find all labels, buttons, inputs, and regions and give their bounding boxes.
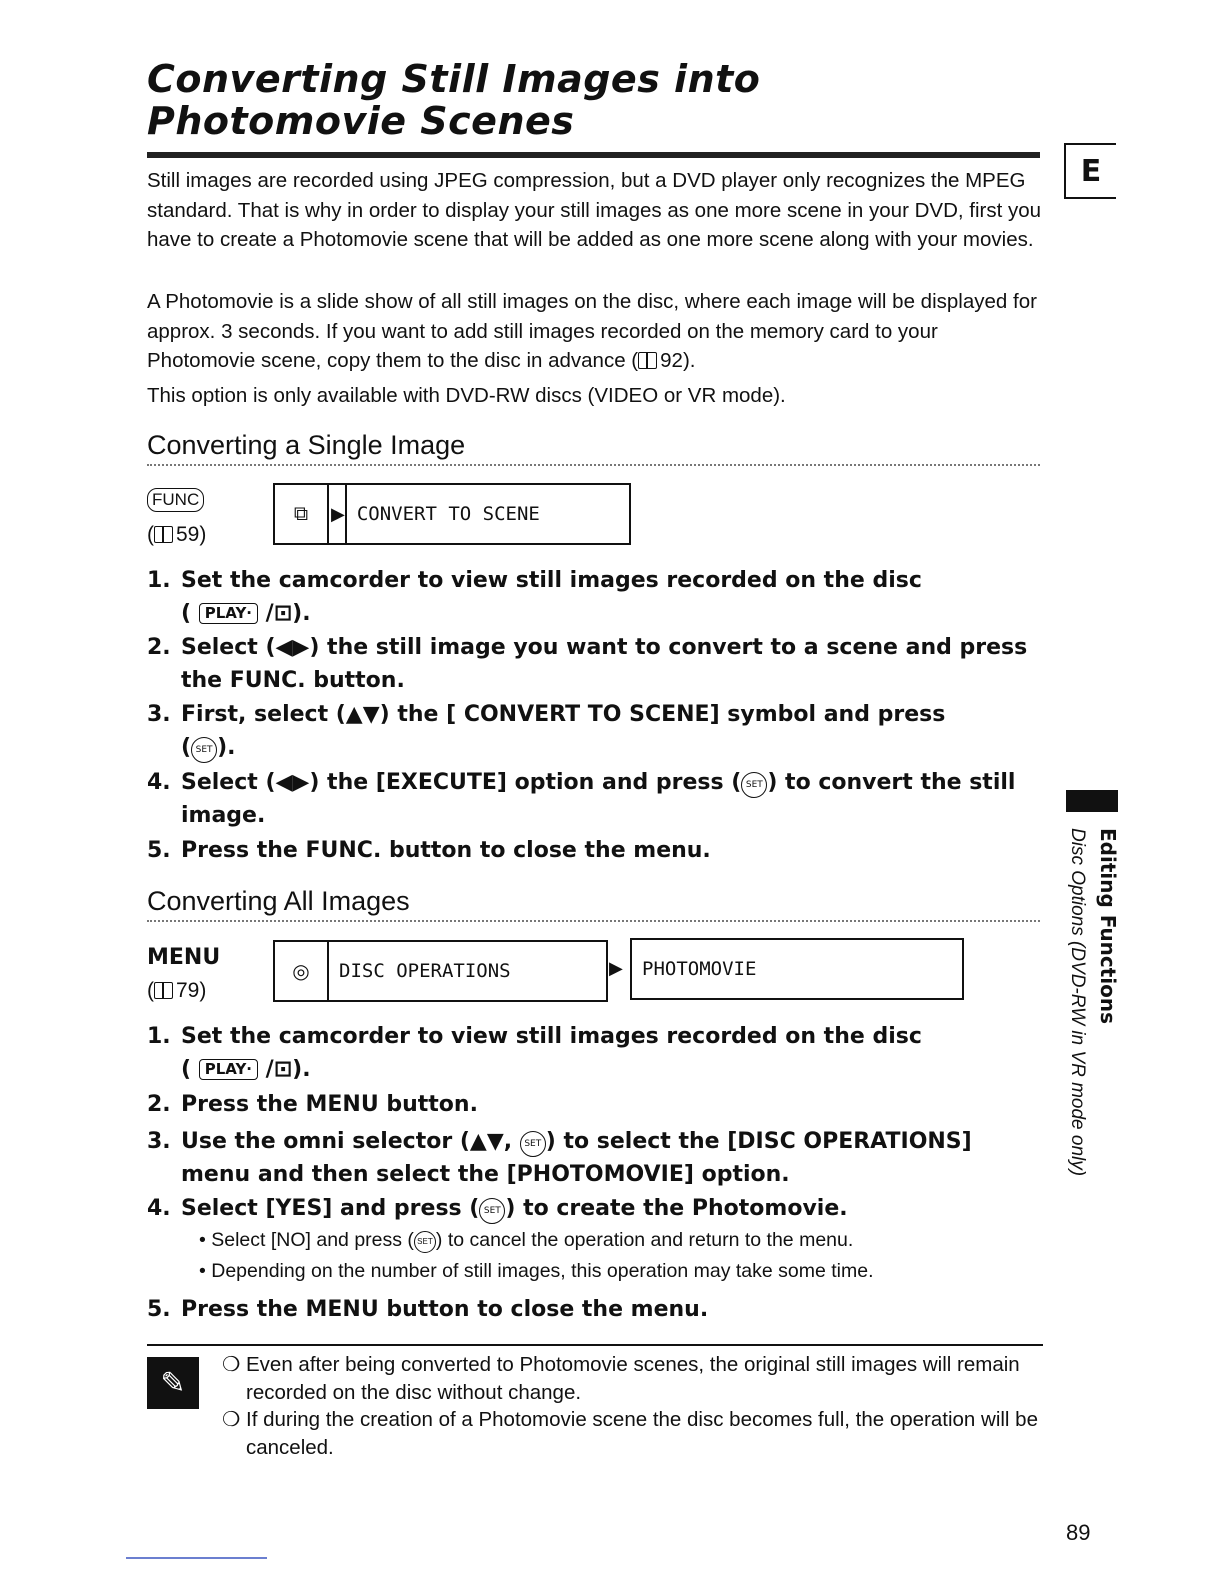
section-heading-all: Converting All Images <box>147 886 1040 922</box>
step-2: 2. Select (◀▶) the still image you want to convert to a scene and press the FUNC. button. <box>147 635 1028 693</box>
arrow-right-icon: ▶ <box>331 503 345 524</box>
menu-item-photomovie: PHOTOMOVIE <box>642 958 757 980</box>
note-pencil-icon: ✎ <box>147 1357 199 1409</box>
side-section-title: Editing Functions <box>1096 828 1120 1025</box>
intro-paragraph-2: A Photomovie is a slide show of all still images on the disc, where each image will be displayed for approx. 3 seconds. If you want to add still images recorded on the memory card to your Photomovie scene, copy them to the disc in advance ( 92). <box>147 290 1037 372</box>
bullet-1: • Select [NO] and press ( SET ) to cancel the operation and return to the menu. <box>199 1229 854 1251</box>
circle-bullet-icon: ❍ <box>222 1353 241 1376</box>
arrow-right-icon: ▶ <box>609 958 623 978</box>
title-rule <box>147 152 1040 158</box>
func-button: FUNC <box>147 488 204 512</box>
side-section-subtitle: Disc Options (DVD-RW in VR mode only) <box>1067 828 1088 1177</box>
book-icon <box>638 352 657 369</box>
func-button-label <box>147 486 204 512</box>
section-heading-single: Converting a Single Image <box>147 430 1040 466</box>
intro-paragraph-3: This option is only available with DVD-RW discs (VIDEO or VR mode). <box>147 384 786 407</box>
playback-icon: ⊡ <box>273 601 293 626</box>
page-title: Converting Still Images into Photomovie Scenes <box>147 57 761 143</box>
book-icon <box>154 982 173 999</box>
play-mode-icon: PLAY· <box>199 603 258 624</box>
set-icon: SET <box>191 737 217 763</box>
note-1: ❍ Even after being converted to Photomovie scenes, the original still images will remain recorded on the disc without change. <box>222 1353 1020 1404</box>
step-1: 1. Set the camcorder to view still images recorded on the disc ( PLAY· /⊡). <box>147 1024 922 1082</box>
step-4: 4. Select (◀▶) the [EXECUTE] option and press ( SET ) to convert the still image. <box>147 770 1016 828</box>
playback-icon: ⊡ <box>273 1057 293 1082</box>
step-4: 4. Select [YES] and press ( SET ) to create the Photomovie. <box>147 1192 1042 1225</box>
step-3: 3. Use the omni selector (▲▼, SET ) to select the [DISC OPERATIONS] menu and then select the [PHOTOMOVIE] option. <box>147 1129 972 1187</box>
step-3: 3. First, select (▲▼) the [ CONVERT TO SCENE] symbol and press ( SET ). <box>147 698 1042 764</box>
page-number: 89 <box>1066 1520 1091 1545</box>
step-5: 5. Press the FUNC. button to close the menu. <box>147 838 711 863</box>
disc-icon: ◎ <box>275 942 329 1000</box>
step-5: 5. Press the MENU button to close the menu. <box>147 1297 709 1322</box>
step-1: 1. Set the camcorder to view still images recorded on the disc ( PLAY· /⊡). <box>147 568 922 626</box>
set-icon: SET <box>414 1231 436 1253</box>
func-menu-path <box>273 483 631 545</box>
circle-bullet-icon: ❍ <box>222 1408 241 1431</box>
step-2: 2. Press the MENU button. <box>147 1092 478 1117</box>
note-2: ❍ If during the creation of a Photomovie scene the disc becomes full, the operation will be canceled. <box>222 1408 1038 1459</box>
section-marker <box>1066 790 1118 812</box>
menu-item-disc-operations: DISC OPERATIONS <box>339 960 511 982</box>
book-icon <box>154 526 173 543</box>
set-icon: SET <box>520 1131 546 1157</box>
page-ref-59: ( 59) <box>147 523 207 546</box>
menu-button-label: MENU <box>147 945 221 970</box>
note-rule <box>147 1344 1043 1346</box>
intro-paragraph-1: Still images are recorded using JPEG compression, but a DVD player only recognizes the MPEG standard. That is why in order to display your still images as one more scene in your DVD, first you have to create a Photomovie scene that will be added as one more scene along with your movies. <box>147 169 1042 251</box>
menu-path-photomovie <box>630 938 964 1000</box>
set-icon: SET <box>741 772 767 798</box>
language-tab: E <box>1064 143 1116 199</box>
play-mode-icon: PLAY· <box>199 1059 258 1080</box>
menu-item-convert: CONVERT TO SCENE <box>345 485 540 543</box>
menu-path-disc-operations <box>273 940 608 1002</box>
footer-line <box>126 1557 267 1559</box>
page-ref-79: ( 79) <box>147 979 207 1002</box>
convert-scene-icon: ⧉ <box>275 485 329 543</box>
set-icon: SET <box>479 1198 505 1224</box>
bullet-2: • Depending on the number of still images, this operation may take some time. <box>199 1260 874 1282</box>
